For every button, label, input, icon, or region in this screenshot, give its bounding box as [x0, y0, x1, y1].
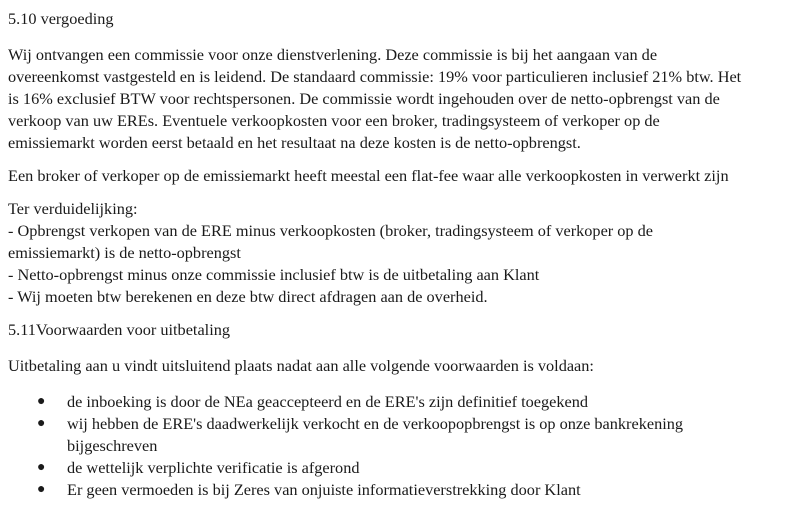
list-item	[8, 479, 788, 501]
list-item	[8, 391, 788, 413]
text-line: emissiemarkt worden eerst betaald en het resultaat na deze kosten is de netto-opbrengst.	[8, 133, 581, 152]
flat-fee-paragraph	[8, 165, 788, 187]
text-line: is 16% exclusief BTW voor rechtspersonen. De commissie wordt ingehouden over de netto-opbrengst van de	[8, 89, 720, 108]
text-line: wij hebben de ERE's daadwerkelijk verkocht en de verkoopopbrengst is op onze bankrekening	[67, 414, 684, 433]
text-line: - Wij moeten btw berekenen en deze btw direct afdragen aan de overheid.	[8, 287, 488, 306]
text-line: Een broker of verkoper op de emissiemarkt heeft meestal een flat-fee waar alle verkoopkosten in verwerkt zijn	[8, 166, 729, 185]
section-5-10-heading: 5.10 vergoeding	[8, 9, 114, 28]
text-line: Wij ontvangen een commissie voor onze dienstverlening. Deze commissie is bij het aangaan van de	[8, 45, 658, 64]
bullet-icon: ●	[37, 394, 46, 409]
document-page	[8, 8, 788, 501]
bullet-icon: ●	[37, 460, 46, 475]
commission-paragraph	[8, 44, 788, 154]
bullet-icon: ●	[37, 416, 46, 431]
text-line: de wettelijk verplichte verificatie is afgerond	[67, 458, 360, 477]
text-line: overeenkomst vastgesteld en is leidend. De standaard commissie: 19% voor particulieren inclusief 21% btw. Het	[8, 67, 742, 86]
text-line: - Netto-opbrengst minus onze commissie inclusief btw is de uitbetaling aan Klant	[8, 265, 540, 284]
text-line: Ter verduidelijking:	[8, 199, 138, 218]
list-item	[8, 457, 788, 479]
text-line: Er geen vermoeden is bij Zeres van onjuiste informatieverstrekking door Klant	[67, 480, 581, 499]
payout-conditions-list	[8, 391, 788, 501]
list-item	[8, 413, 788, 457]
clarification-paragraph	[8, 198, 788, 308]
text-line: - Opbrengst verkopen van de ERE minus verkoopkosten (broker, tradingsysteem of verkoper op de	[8, 221, 654, 240]
text-line: emissiemarkt) is de netto-opbrengst	[8, 243, 241, 262]
payout-intro: Uitbetaling aan u vindt uitsluitend plaats nadat aan alle volgende voorwaarden is voldaan:	[8, 356, 594, 375]
text-line: verkoop van uw EREs. Eventuele verkoopkosten voor een broker, tradingsysteem of verkoper op de	[8, 111, 660, 130]
text-line: de inboeking is door de NEa geaccepteerd en de ERE's zijn definitief toegekend	[67, 392, 589, 411]
text-line: bijgeschreven	[67, 436, 158, 455]
section-5-11-heading: 5.11Voorwaarden voor uitbetaling	[8, 320, 231, 339]
bullet-icon: ●	[37, 482, 46, 497]
